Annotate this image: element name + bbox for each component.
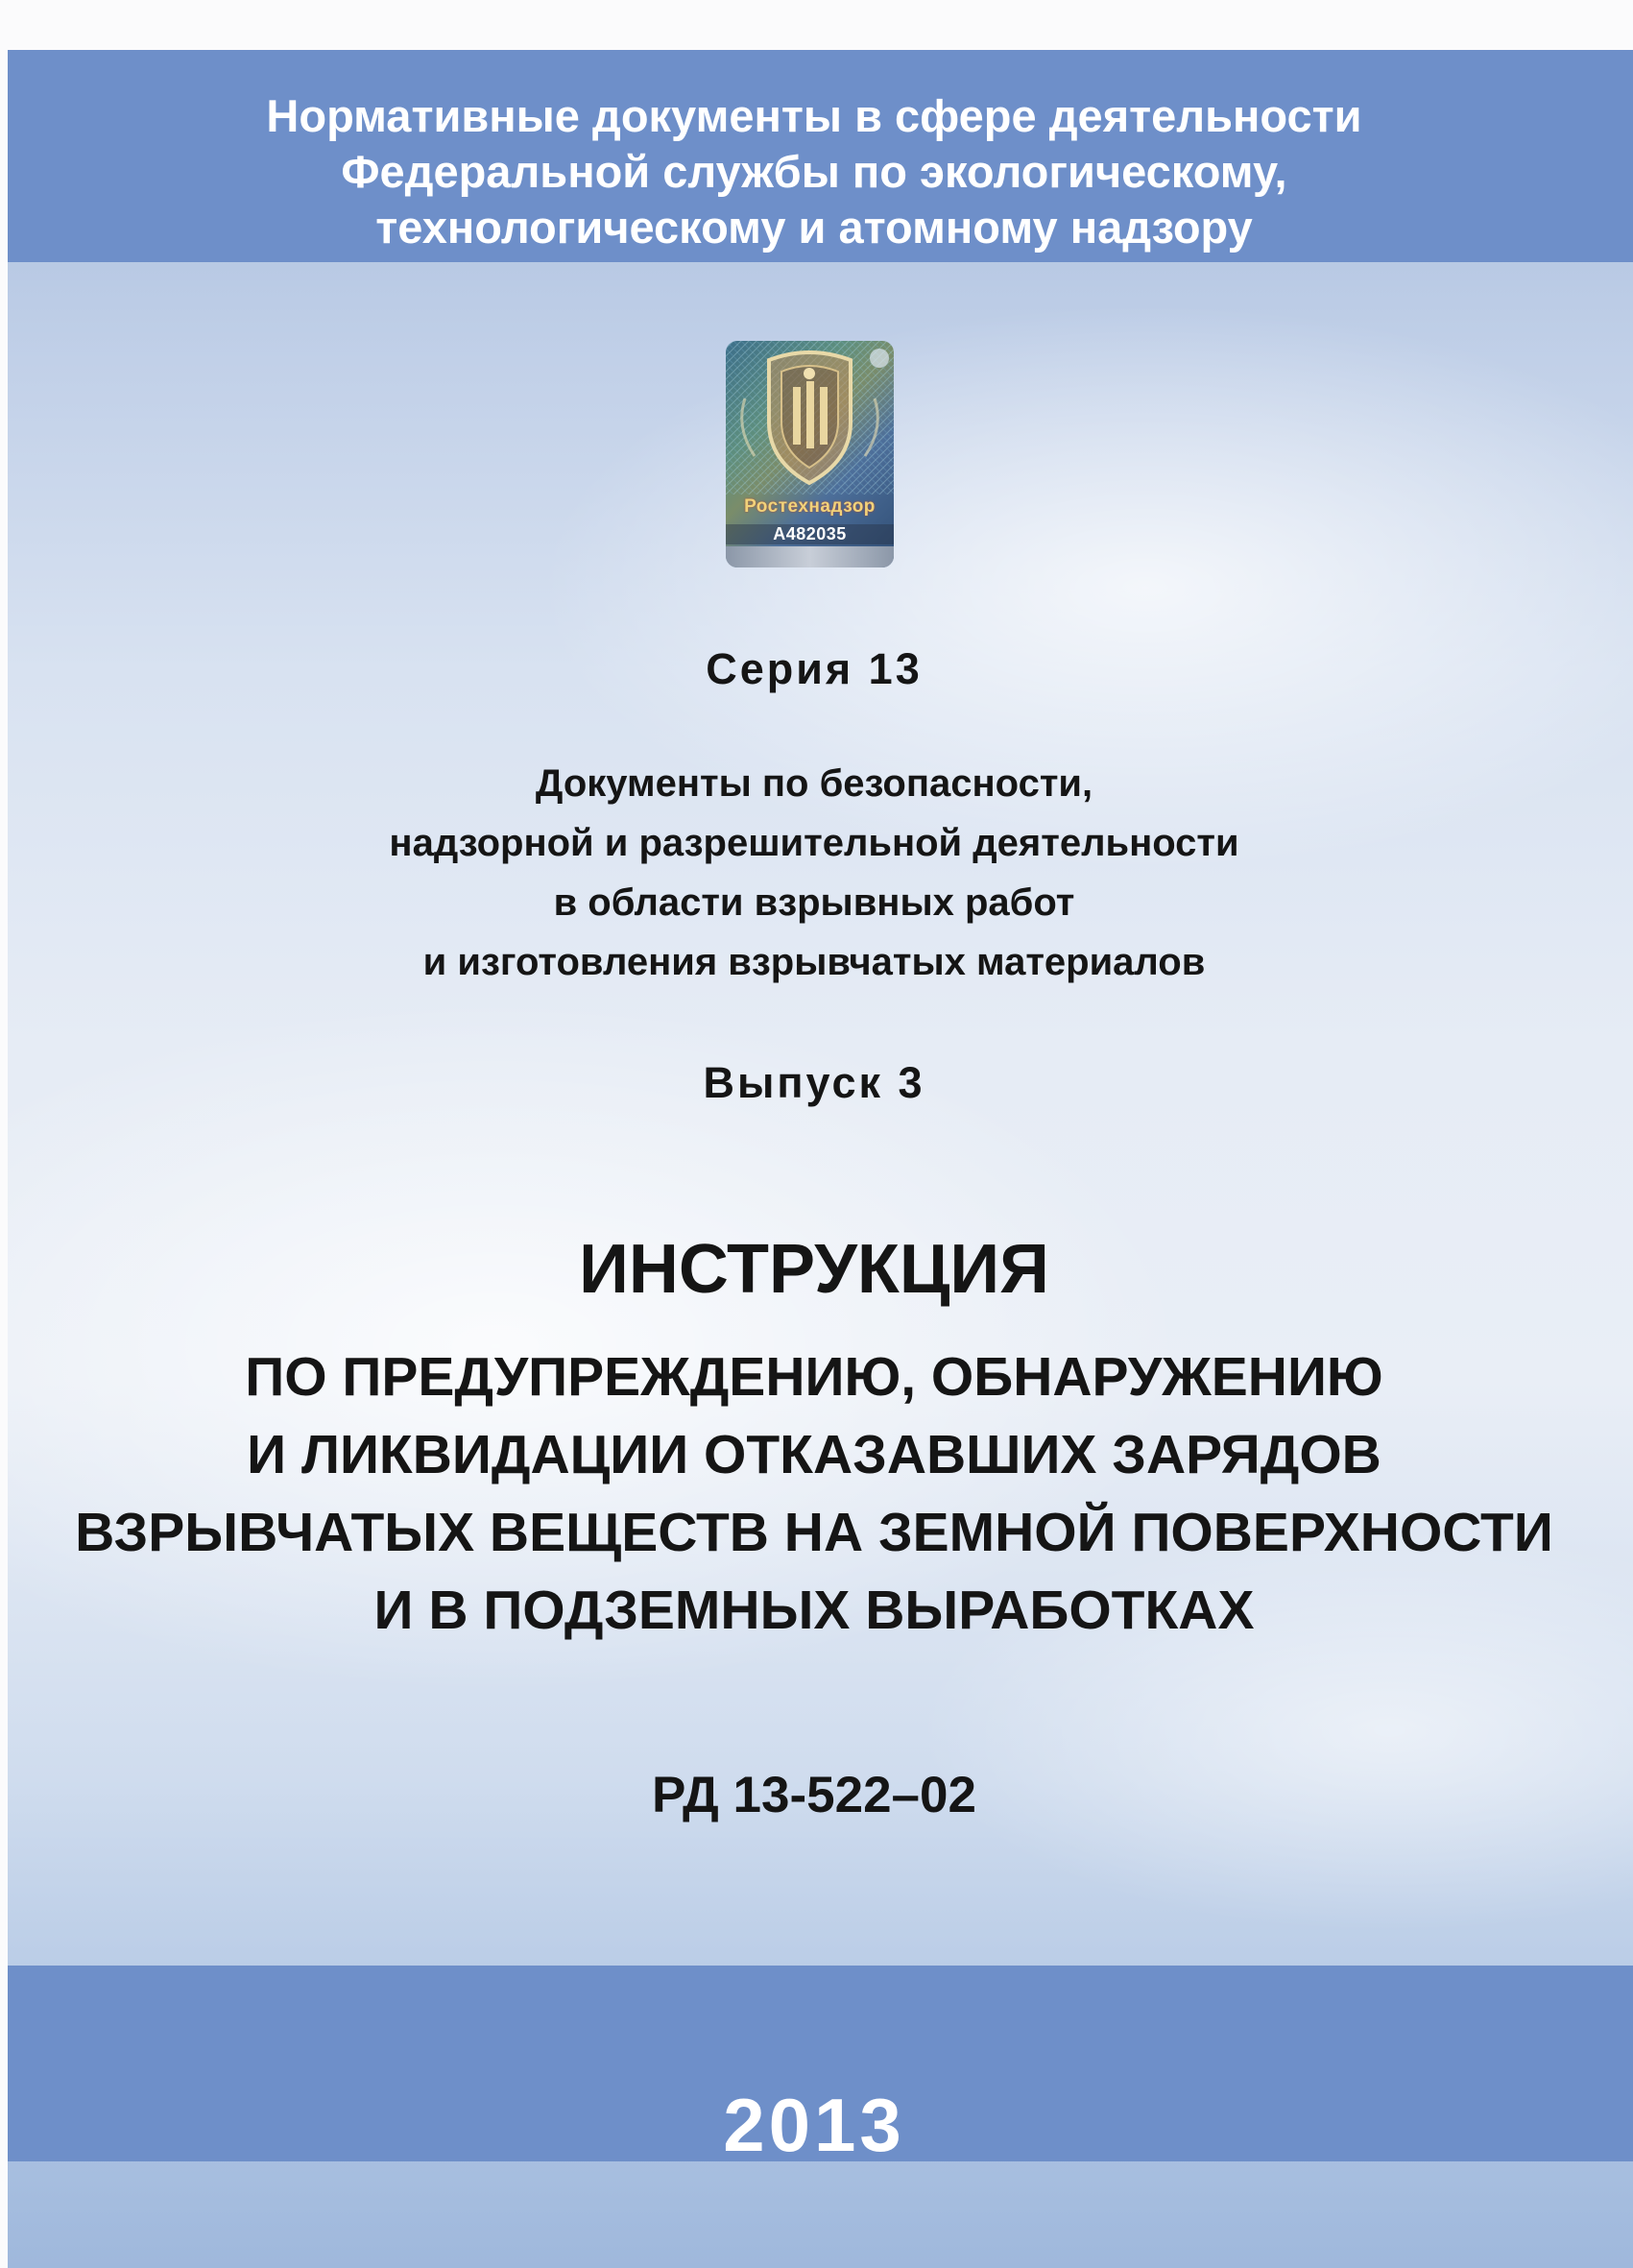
publisher-heading-line: Нормативные документы в сфере деятельности: [266, 90, 1362, 141]
document-title-line: И ЛИКВИДАЦИИ ОТКАЗАВШИХ ЗАРЯДОВ: [247, 1424, 1381, 1485]
publication-year: 2013: [723, 2083, 905, 2167]
hologram-agency-label: Ростехнадзор: [744, 496, 876, 517]
series-description-line: надзорной и разрешительной деятельности: [389, 822, 1239, 864]
issue-label: Выпуск 3: [703, 1058, 925, 1107]
document-title-line: ПО ПРЕДУПРЕЖДЕНИЮ, ОБНАРУЖЕНИЮ: [245, 1346, 1383, 1408]
hologram-strip: [726, 546, 894, 567]
publisher-heading-line: Федеральной службы по экологическому,: [341, 146, 1287, 197]
series-label: Серия 13: [706, 644, 923, 693]
document-code: РД 13-522–02: [652, 1767, 976, 1823]
series-description-line: Документы по безопасности,: [535, 762, 1093, 805]
series-description-line: в области взрывных работ: [553, 881, 1075, 924]
publisher-heading-line: технологическому и атомному надзору: [375, 202, 1253, 253]
series-description-line: и изготовления взрывчатых материалов: [422, 941, 1206, 983]
emblem-icon: [726, 341, 894, 495]
series-description: [8, 754, 1621, 992]
document-title-line: ВЗРЫВЧАТЫХ ВЕЩЕСТВ НА ЗЕМНОЙ ПОВЕРХНОСТИ: [75, 1502, 1553, 1563]
hologram-serial-number: А482035: [726, 524, 894, 544]
publisher-heading: [8, 88, 1621, 255]
document-title-line: И В ПОДЗЕМНЫХ ВЫРАБОТКАХ: [373, 1580, 1255, 1641]
document-cover: [8, 50, 1633, 2268]
hologram-sticker: [726, 341, 894, 567]
document-title: [8, 1339, 1621, 1650]
document-type: ИНСТРУКЦИЯ: [579, 1231, 1049, 1308]
